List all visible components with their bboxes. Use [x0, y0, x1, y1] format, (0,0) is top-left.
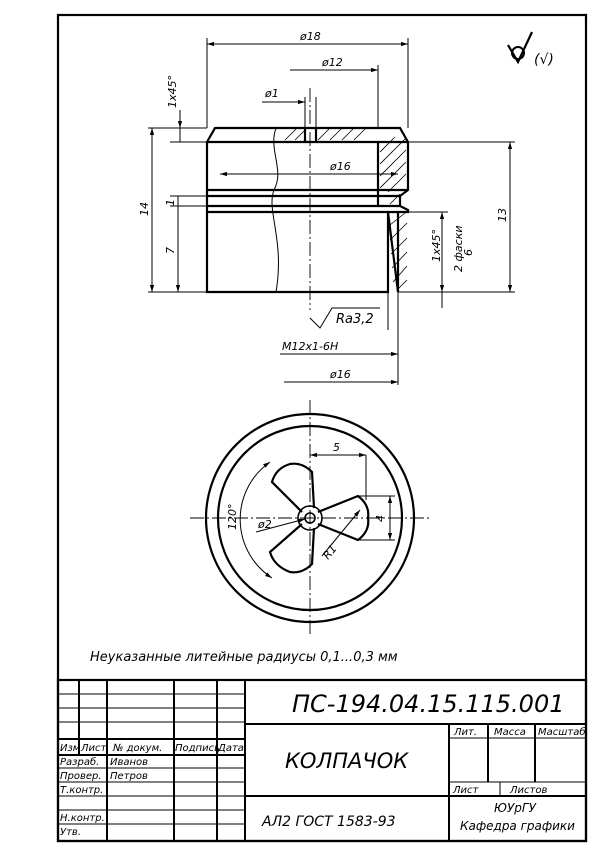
dim-top-r1: R1: [320, 542, 340, 562]
row-utv: Утв.: [60, 827, 81, 838]
dim-thread: M12x1-6H: [282, 340, 339, 353]
roughness-parenthesis: (√): [534, 52, 554, 68]
col-sheets: Листов: [510, 785, 548, 796]
dim-top-4: 4: [374, 515, 387, 522]
dim-chamfer-count: 2 фаски: [452, 225, 465, 272]
hdr-sign: Подпись: [175, 743, 220, 754]
org-department: Кафедра графики: [460, 819, 575, 833]
dim-roughness: Ra3,2: [336, 312, 374, 327]
dim-h14: 14: [138, 202, 151, 216]
row-tkontr: Т.контр.: [60, 785, 104, 796]
dim-h13: 13: [496, 208, 509, 222]
dim-d16-inner: ø16: [330, 160, 351, 173]
dim-top-d2: ø2: [258, 518, 272, 531]
section-dimensions: [138, 30, 515, 385]
row-prover: Провер.: [60, 771, 102, 782]
row-razrab: Разраб.: [60, 757, 100, 768]
dim-h6: 6: [462, 249, 475, 256]
dim-d16-bottom: ø16: [330, 368, 351, 381]
hdr-izm: Изм: [60, 743, 81, 754]
dim-top-5: 5: [333, 441, 340, 454]
dim-d18: ø18: [300, 30, 321, 43]
col-sheet: Лист: [453, 785, 479, 796]
hdr-docnum: № докум.: [113, 743, 163, 754]
roughness-general-symbol: [508, 32, 554, 68]
col-scale: Масштаб: [538, 727, 586, 738]
col-mass: Масса: [494, 727, 526, 738]
dim-top-angle: 120°: [226, 503, 239, 530]
razrab-name: Иванов: [110, 757, 149, 768]
row-nkontr: Н.контр.: [60, 813, 105, 824]
title-block: [58, 680, 586, 841]
org-name: ЮУрГУ: [494, 801, 536, 815]
dim-d12: ø12: [322, 56, 343, 69]
dim-chamfer-top: 1x45°: [166, 74, 179, 108]
dim-d1: ø1: [265, 87, 279, 100]
top-view: [190, 400, 430, 636]
doc-number: ПС-194.04.15.115.001: [292, 690, 565, 718]
material: АЛ2 ГОСТ 1583-93: [262, 814, 396, 830]
col-lit: Лит.: [454, 727, 478, 738]
hdr-date: Дата: [218, 743, 244, 754]
casting-radii-note: Неуказанные литейные радиусы 0,1...0,3 мм: [90, 650, 398, 665]
prover-name: Петров: [110, 771, 148, 782]
dim-chamfer-side: 1x45°: [430, 228, 443, 262]
hdr-list: Лист: [81, 743, 107, 754]
dim-h1: 1: [164, 199, 177, 206]
part-name: КОЛПАЧОК: [285, 749, 409, 773]
dim-h7: 7: [164, 247, 177, 254]
